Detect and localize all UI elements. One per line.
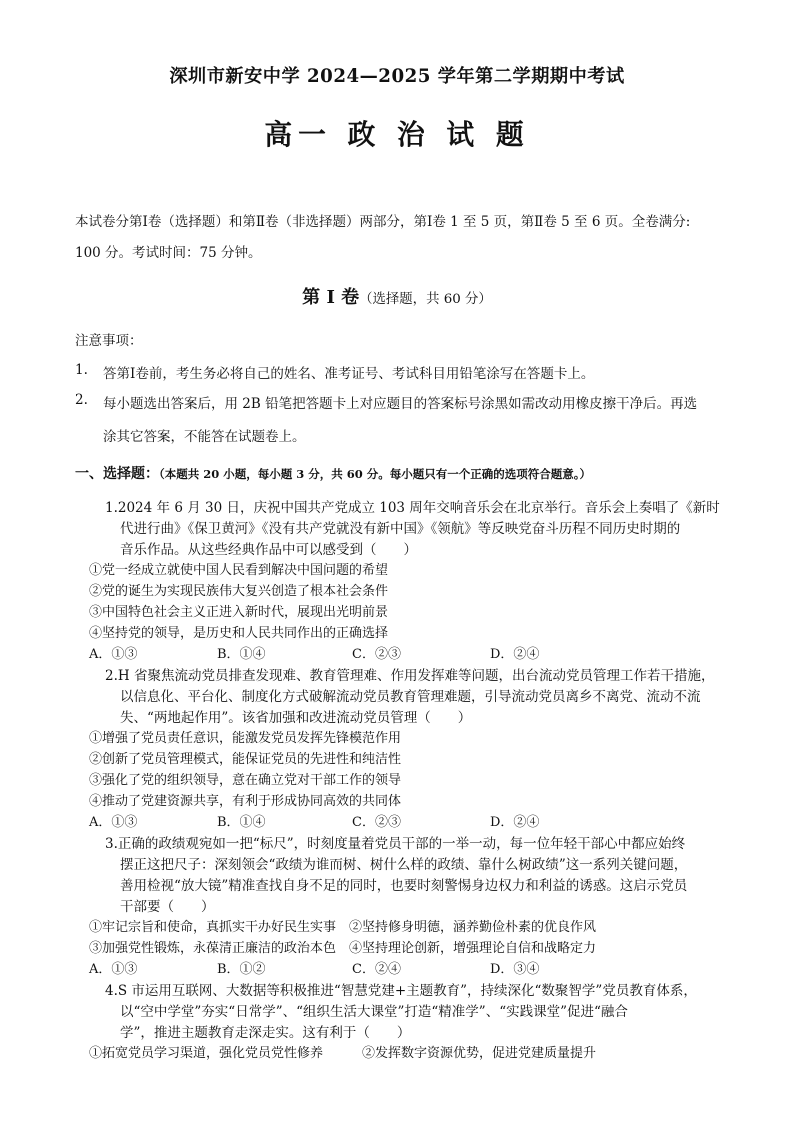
question-3-choice-d: D．③④ bbox=[490, 962, 540, 977]
question-3-line: 干部要（ ） bbox=[120, 899, 215, 915]
part1-heading bbox=[75, 463, 591, 483]
question-1-line: 音乐作品。从这些经典作品中可以感受到（ ） bbox=[120, 542, 417, 558]
question-1-line: 1.2024 年 6 月 30 日，庆祝中国共产党成立 103 周年交响音乐会在北京举行。音乐会上奏唱了《新时 bbox=[105, 500, 720, 516]
question-2-line: 失、“两地起作用”。该省加强和改进流动党员管理（ ） bbox=[120, 710, 472, 726]
question-1-choice-c: C．②③ bbox=[352, 647, 401, 662]
question-2-choice-d: D．②④ bbox=[490, 815, 540, 830]
question-2-statement: ①增强了党员责任意识，能激发党员发挥先锋模范作用 bbox=[89, 731, 402, 746]
question-3-line: 善用检视“放大镜”精准查找自身不足的同时，也要时刻警惕身边权力和利益的诱惑。这启示党员 bbox=[120, 878, 688, 894]
notice-item-1: 答第Ⅰ卷前，考生务必将自己的姓名、准考证号、考试科目用铅笔涂写在答题卡上。 bbox=[103, 366, 595, 382]
question-1-choice-b: B．①④ bbox=[217, 647, 266, 662]
question-4-statement: ①拓宽党员学习渠道，强化党员党性修养 ②发挥数字资源优势，促进党建质量提升 bbox=[89, 1046, 597, 1061]
notice-item-2: 每小题选出答案后，用 2B 铅笔把答题卡上对应题目的答案标号涂黑如需改动用橡皮擦干净后。再选 bbox=[103, 396, 698, 412]
question-3-statement: ③加强党性锻炼，永葆清正廉洁的政治本色 ④坚持理论创新，增强理论自信和战略定力 bbox=[89, 941, 597, 956]
question-1-statement: ①党一经成立就使中国人民看到解决中国问题的希望 bbox=[89, 563, 389, 578]
section-title-main: 第 Ⅰ 卷 bbox=[302, 287, 360, 308]
question-2-choice-b: B．①④ bbox=[217, 815, 266, 830]
notice-item-2-cont: 涂其它答案，不能答在试题卷上。 bbox=[103, 429, 306, 445]
question-1-choice-a: A．①③ bbox=[89, 647, 138, 662]
question-2-line: 2.H 省聚焦流动党员排查发现难、教育管理难、作用发挥难等问题，出台流动党员管理工作若干措施， bbox=[105, 668, 715, 684]
question-1-statement: ②党的诞生为实现民族伟大复兴创造了根本社会条件 bbox=[89, 584, 389, 599]
part1-label: 一、选择题： bbox=[75, 466, 159, 482]
question-4-line: 以“空中学堂”夯实“日常学”、“组织生活大课堂”打造“精准学”、“实践课堂”促进“融合 bbox=[120, 1004, 628, 1020]
question-1-statement: ④坚持党的领导，是历史和人民共同作出的正确选择 bbox=[89, 626, 389, 641]
question-3-line: 3.正确的政绩观宛如一把“标尺”，时刻度量着党员干部的一举一动，每一位年轻干部心中都应始终 bbox=[105, 836, 686, 852]
question-3-statement: ①牢记宗旨和使命，真抓实干办好民生实事 ②坚持修身明德，涵养勤俭朴素的优良作风 bbox=[89, 920, 597, 935]
subject-title: 高一 政 治 试 题 bbox=[264, 118, 530, 151]
question-3-choice-a: A．①③ bbox=[89, 962, 138, 977]
question-3-choice-c: C．②④ bbox=[352, 962, 401, 977]
question-4-line: 学”，推进主题教育走深走实。这有利于（ ） bbox=[120, 1025, 411, 1041]
intro-line-1: 本试卷分第Ⅰ卷（选择题）和第Ⅱ卷（非选择题）两部分，第Ⅰ卷 1 至 5 页，第Ⅱ卷 5 至 6 页。全卷满分: bbox=[75, 214, 691, 230]
question-1-statement: ③中国特色社会主义正进入新时代，展现出光明前景 bbox=[89, 605, 389, 620]
question-1-choice-d: D．②④ bbox=[490, 647, 540, 662]
question-2-choice-c: C．②③ bbox=[352, 815, 401, 830]
part1-note: （本题共 20 小题，每小题 3 分，共 60 分。每小题只有一个正确的选项符合题意。） bbox=[159, 467, 592, 481]
question-3-line: 摆正这把尺子：深刻领会“政绩为谁而树、树什么样的政绩、靠什么树政绩”这一系列关键问题， bbox=[120, 857, 688, 873]
section-title bbox=[0, 283, 794, 309]
notice-item-1-num: 1. bbox=[75, 362, 88, 378]
question-2-statement: ③强化了党的组织领导，意在确立党对干部工作的领导 bbox=[89, 773, 402, 788]
notice-item-2-num: 2. bbox=[75, 392, 88, 408]
exam-header: 深圳市新安中学 2024—2025 学年第二学期期中考试 bbox=[169, 66, 625, 87]
question-1-line: 代进行曲》《保卫黄河》《没有共产党就没有新中国》《领航》等反映党奋斗历程不同历史时期的 bbox=[120, 521, 681, 537]
intro-line-2: 100 分。考试时间：75 分钟。 bbox=[75, 245, 262, 261]
question-3-choice-b: B．①② bbox=[217, 962, 266, 977]
notice-heading: 注意事项： bbox=[75, 333, 143, 349]
section-title-sub: （选择题，共 60 分） bbox=[359, 292, 492, 307]
question-2-statement: ②创新了党员管理模式，能保证党员的先进性和纯洁性 bbox=[89, 752, 402, 767]
question-2-choice-a: A．①③ bbox=[89, 815, 138, 830]
question-4-line: 4.S 市运用互联网、大数据等积极推进“智慧党建+主题教育”，持续深化“数聚智学”党员教育体系， bbox=[105, 983, 697, 999]
question-2-line: 以信息化、平台化、制度化方式破解流动党员教育管理难题，引导流动党员离乡不离党、流动不流 bbox=[120, 689, 701, 705]
question-2-statement: ④推动了党建资源共享，有利于形成协同高效的共同体 bbox=[89, 794, 402, 809]
